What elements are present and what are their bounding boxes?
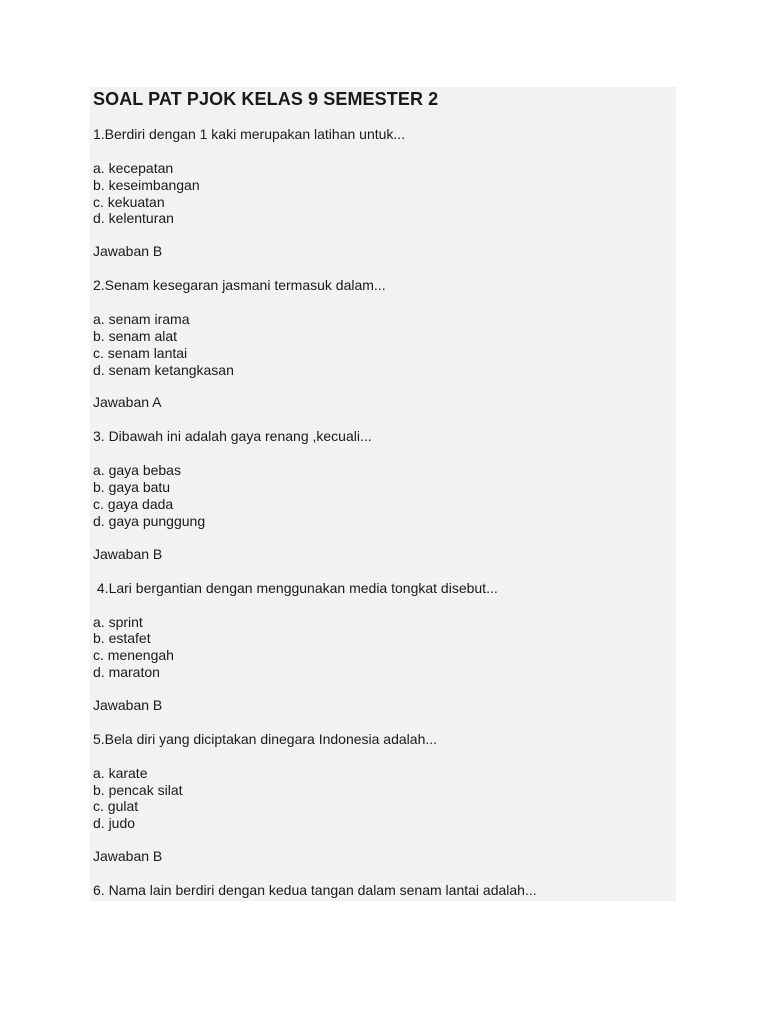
document-title: SOAL PAT PJOK KELAS 9 SEMESTER 2: [93, 89, 439, 109]
question-text: 4.Lari bergantian dengan menggunakan media tongkat disebut...: [93, 579, 498, 596]
question-block-6: [93, 882, 673, 916]
option-d: d. kelenturan: [93, 210, 174, 227]
option-d: d. senam ketangkasan: [93, 361, 234, 378]
option-c: c. menengah: [93, 647, 174, 664]
option-b: b. gaya batu: [93, 479, 171, 496]
option-b: b. pencak silat: [93, 781, 183, 798]
answer-text: Jawaban A: [93, 394, 162, 411]
option-b: b. senam alat: [93, 327, 178, 344]
question-text: 1.Berdiri dengan 1 kaki merupakan latihan untuk...: [93, 126, 406, 142]
option-list: [93, 160, 673, 227]
document-content: [93, 88, 673, 916]
option-a: a. senam irama: [93, 311, 190, 328]
answer-text: Jawaban B: [93, 243, 163, 260]
option-c: c. gaya dada: [93, 495, 174, 512]
option-b: b. estafet: [93, 630, 151, 647]
question-text: 6. Nama lain berdiri dengan kedua tangan dalam senam lantai adalah...: [93, 881, 537, 898]
option-b: b. keseimbangan: [93, 176, 200, 193]
answer-text: Jawaban B: [93, 545, 163, 562]
option-a: a. kecepatan: [93, 160, 174, 176]
option-list: [93, 614, 673, 681]
question-block-3: [93, 428, 673, 579]
question-block-4: [93, 580, 673, 731]
option-list: [93, 765, 673, 832]
option-c: c. gulat: [93, 798, 139, 815]
option-list: [93, 311, 673, 378]
option-d: d. judo: [93, 815, 136, 832]
question-text: 2.Senam kesegaran jasmani termasuk dalam...: [93, 277, 386, 294]
option-a: a. karate: [93, 764, 148, 781]
option-a: a. gaya bebas: [93, 462, 181, 479]
option-c: c. senam lantai: [93, 344, 188, 361]
option-a: a. sprint: [93, 613, 143, 630]
option-list: [93, 462, 673, 529]
question-block-5: [93, 731, 673, 882]
question-text: 5.Bela diri yang diciptakan dinegara Indonesia adalah...: [93, 730, 438, 747]
question-block-2: [93, 277, 673, 428]
question-block-1: [93, 126, 673, 277]
option-d: d. maraton: [93, 663, 160, 680]
answer-text: Jawaban B: [93, 696, 163, 713]
question-text: 3. Dibawah ini adalah gaya renang ,kecuali...: [93, 428, 372, 445]
option-c: c. kekuatan: [93, 193, 165, 210]
answer-text: Jawaban B: [93, 847, 163, 864]
option-d: d. gaya punggung: [93, 512, 206, 529]
